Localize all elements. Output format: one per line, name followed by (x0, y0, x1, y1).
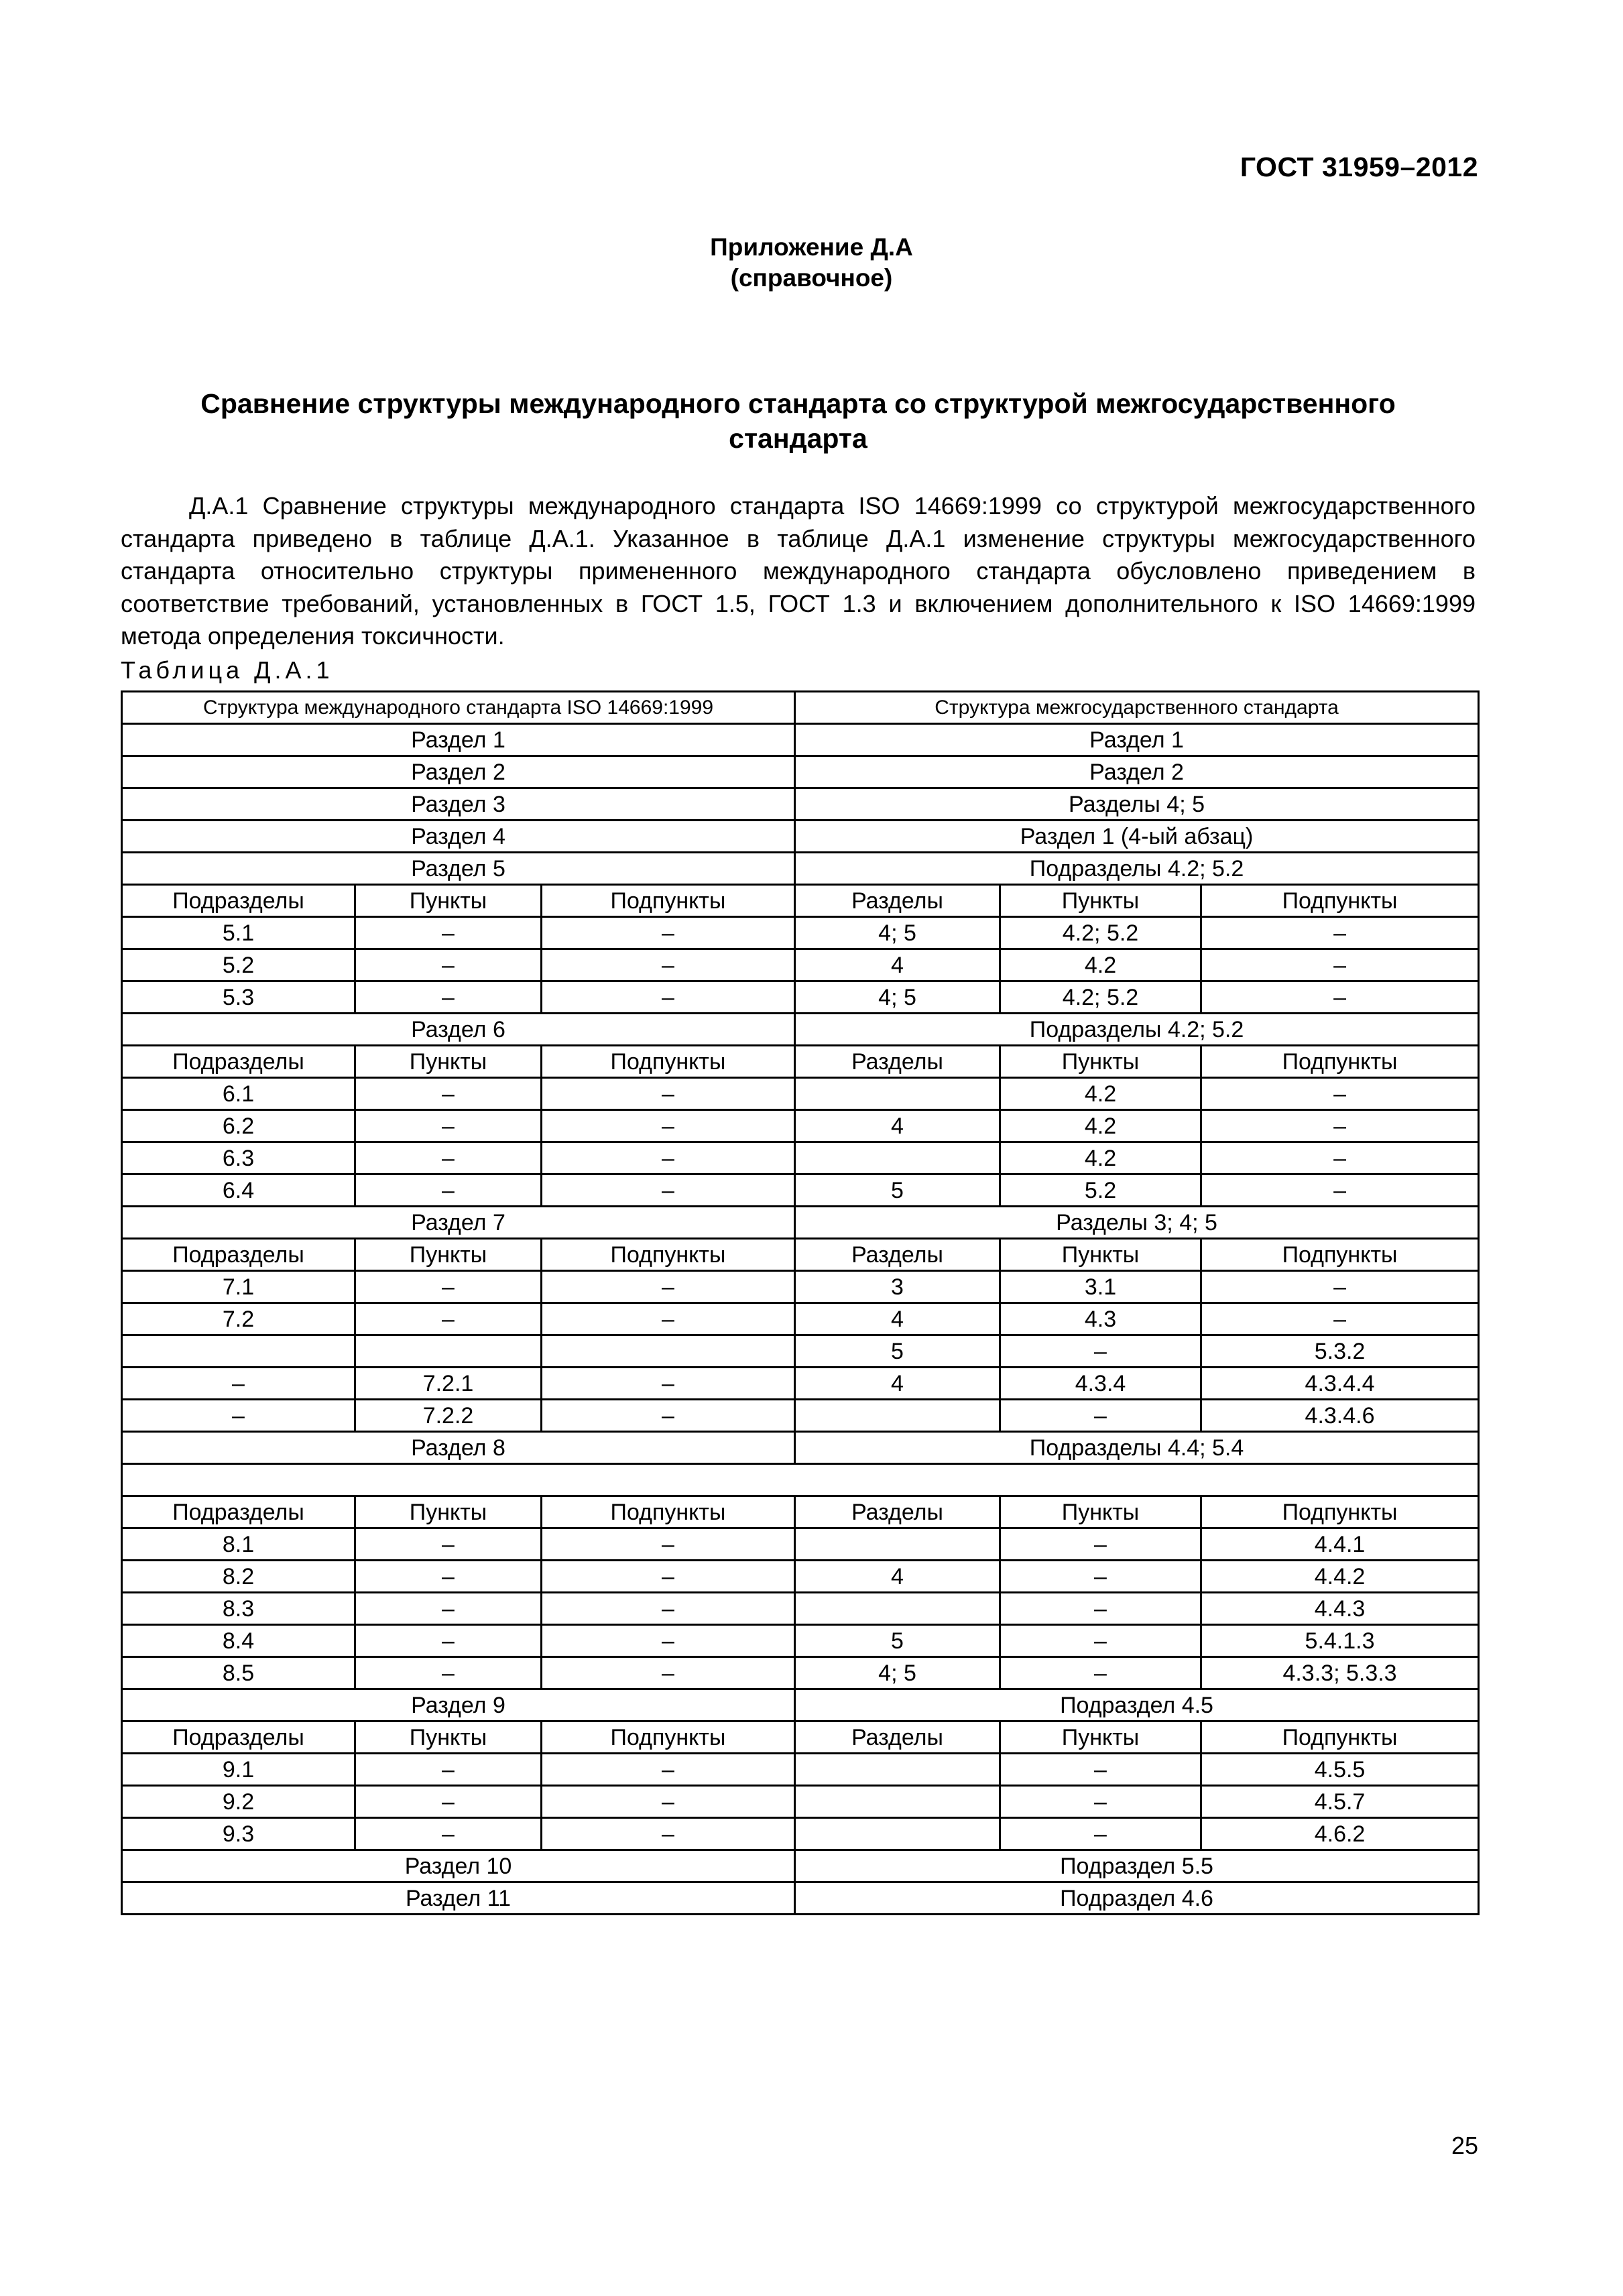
table-cell: Пункты (1000, 1721, 1201, 1754)
table-row (122, 1335, 1479, 1368)
table-cell-interstate: Подразделы 4.2; 5.2 (795, 853, 1479, 885)
table-cell: – (542, 949, 795, 981)
table-cell: 5.2 (1000, 1174, 1201, 1207)
table-row (122, 1625, 1479, 1657)
table-cell: Пункты (355, 1046, 542, 1078)
table-cell (795, 1528, 1000, 1561)
table-row (122, 1689, 1479, 1721)
table-cell: 4 (795, 1368, 1000, 1400)
table-cell: Подразделы (122, 1046, 355, 1078)
table-row (122, 821, 1479, 853)
table-cell-interstate: Подразделы 4.2; 5.2 (795, 1014, 1479, 1046)
table-cell: 4.2 (1000, 1110, 1201, 1142)
table-cell: Пункты (1000, 1046, 1201, 1078)
table-row (122, 1786, 1479, 1818)
table-cell: Подпункты (542, 885, 795, 917)
table-cell: – (355, 1078, 542, 1110)
table-cell: – (355, 1625, 542, 1657)
table-cell: – (1201, 1174, 1479, 1207)
table-cell: 8.2 (122, 1561, 355, 1593)
table-row (122, 1046, 1479, 1078)
comparison-table (121, 690, 1480, 1915)
table-cell: – (355, 1561, 542, 1593)
header-international: Структура международного стандарта ISO 14669:1999 (122, 692, 795, 724)
table-cell: – (355, 1303, 542, 1335)
table-cell: – (355, 981, 542, 1014)
table-cell: – (542, 981, 795, 1014)
table-cell: 4 (795, 1110, 1000, 1142)
table-cell: 4.3.3; 5.3.3 (1201, 1657, 1479, 1689)
table-cell: – (542, 1142, 795, 1174)
table-cell: – (1000, 1400, 1201, 1432)
table-cell: – (355, 949, 542, 981)
table-cell-international: Раздел 3 (122, 788, 795, 821)
table-cell: 6.4 (122, 1174, 355, 1207)
table-cell: 4 (795, 949, 1000, 981)
table-cell: Подпункты (542, 1239, 795, 1271)
table-cell: Пункты (1000, 1496, 1201, 1528)
header-interstate: Структура межгосударственного стандарта (795, 692, 1479, 724)
table-cell: 5.3.2 (1201, 1335, 1479, 1368)
table-cell: – (542, 1303, 795, 1335)
table-cell (795, 1142, 1000, 1174)
table-cell: – (542, 1561, 795, 1593)
table-row (122, 1142, 1479, 1174)
table-cell: – (355, 917, 542, 949)
table-cell: 4.4.1 (1201, 1528, 1479, 1561)
table-cell: 4.3.4.6 (1201, 1400, 1479, 1432)
table-row (122, 1754, 1479, 1786)
table-cell (355, 1335, 542, 1368)
table-cell: – (542, 1657, 795, 1689)
table-cell: Пункты (1000, 885, 1201, 917)
table-cell: Пункты (355, 885, 542, 917)
table-cell: – (1000, 1754, 1201, 1786)
table-cell: – (122, 1400, 355, 1432)
table-cell: 6.2 (122, 1110, 355, 1142)
table-cell-empty (122, 1464, 1479, 1496)
document-code: ГОСТ 31959–2012 (1240, 152, 1478, 182)
table-cell: 4.2; 5.2 (1000, 917, 1201, 949)
table-row (122, 885, 1479, 917)
table-cell (795, 1078, 1000, 1110)
table-cell: 5 (795, 1335, 1000, 1368)
table-cell: 9.2 (122, 1786, 355, 1818)
table-row (122, 1174, 1479, 1207)
table-row (122, 1110, 1479, 1142)
table-cell: 4; 5 (795, 917, 1000, 949)
table-cell: Подразделы (122, 1721, 355, 1754)
table-cell: Подпункты (1201, 885, 1479, 917)
table-cell (795, 1818, 1000, 1850)
table-cell: – (1000, 1528, 1201, 1561)
table-cell: – (1201, 949, 1479, 981)
table-cell: Подпункты (542, 1046, 795, 1078)
table-body (122, 692, 1479, 1915)
table-cell: 3 (795, 1271, 1000, 1303)
table-cell: Подпункты (1201, 1046, 1479, 1078)
table-row (122, 949, 1479, 981)
table-cell-international: Раздел 2 (122, 756, 795, 788)
table-cell: – (122, 1368, 355, 1400)
table-cell: – (355, 1786, 542, 1818)
table-row (122, 1850, 1479, 1882)
table-cell: 4; 5 (795, 981, 1000, 1014)
table-cell (542, 1335, 795, 1368)
table-cell: 4.2 (1000, 1078, 1201, 1110)
table-cell: – (1201, 1271, 1479, 1303)
table-cell: 9.1 (122, 1754, 355, 1786)
table-cell: 5 (795, 1174, 1000, 1207)
table-cell: 8.5 (122, 1657, 355, 1689)
table-cell-international: Раздел 4 (122, 821, 795, 853)
table-cell: 4.4.3 (1201, 1593, 1479, 1625)
table-cell: 9.3 (122, 1818, 355, 1850)
section-title-line1: Сравнение структуры международного стандарта со структурой межгосударственного (200, 388, 1396, 419)
table-cell: – (355, 1271, 542, 1303)
table-row (122, 1464, 1479, 1496)
table-cell-international: Раздел 8 (122, 1432, 795, 1464)
table-cell: 4.5.5 (1201, 1754, 1479, 1786)
section-title-line2: стандарта (729, 423, 867, 454)
table-row (122, 981, 1479, 1014)
table-cell-international: Раздел 11 (122, 1882, 795, 1915)
table-cell: 5.4.1.3 (1201, 1625, 1479, 1657)
table-cell: 5.2 (122, 949, 355, 981)
table-row (122, 1271, 1479, 1303)
table-cell-interstate: Подраздел 4.5 (795, 1689, 1479, 1721)
table-cell: – (542, 1528, 795, 1561)
table-cell: – (1201, 1303, 1479, 1335)
table-row (122, 1721, 1479, 1754)
table-cell: Разделы (795, 1239, 1000, 1271)
table-row (122, 1368, 1479, 1400)
appendix-heading (0, 232, 1623, 294)
table-cell: – (542, 1625, 795, 1657)
table-cell: Разделы (795, 1721, 1000, 1754)
table-cell: – (1000, 1786, 1201, 1818)
table-cell: – (542, 1368, 795, 1400)
table-cell-interstate: Подраздел 4.6 (795, 1882, 1479, 1915)
table-cell: Пункты (355, 1496, 542, 1528)
table-cell: 4 (795, 1561, 1000, 1593)
table-row (122, 1400, 1479, 1432)
table-row (122, 788, 1479, 821)
table-header-row (122, 692, 1479, 724)
table-cell: – (542, 1818, 795, 1850)
table-cell: – (1000, 1561, 1201, 1593)
table-cell-interstate: Подразделы 4.4; 5.4 (795, 1432, 1479, 1464)
table-caption: Таблица Д.А.1 (121, 656, 334, 684)
table-row (122, 1882, 1479, 1915)
table-row (122, 1818, 1479, 1850)
table-cell: Пункты (355, 1721, 542, 1754)
table-row (122, 1014, 1479, 1046)
table-cell-international: Раздел 7 (122, 1207, 795, 1239)
table-row (122, 1561, 1479, 1593)
table-cell: – (542, 1754, 795, 1786)
table-row (122, 1528, 1479, 1561)
body-paragraph: Д.А.1 Сравнение структуры международного стандарта ISO 14669:1999 со структурой межгосударственного стандарта приведено в таблице Д.А.1. Указанное в таблице Д.А.1 изменение структуры межгосударственного стандарта относительно структуры примененного международного стандарта обусловлено приведением в соответствие требований, установленных в ГОСТ 1.5, ГОСТ 1.3 и включением дополнительного к ISO 14669:1999 метода определения токсичности. (121, 492, 1476, 650)
table-cell: 4.4.2 (1201, 1561, 1479, 1593)
table-cell: – (1201, 1078, 1479, 1110)
table-cell: 8.1 (122, 1528, 355, 1561)
table-cell: – (355, 1593, 542, 1625)
table-cell: – (1201, 981, 1479, 1014)
table-cell-international: Раздел 10 (122, 1850, 795, 1882)
table-cell-international: Раздел 6 (122, 1014, 795, 1046)
table-cell: 5.1 (122, 917, 355, 949)
table-cell: Пункты (355, 1239, 542, 1271)
table-cell: Разделы (795, 885, 1000, 917)
table-cell: 5 (795, 1625, 1000, 1657)
table-cell: Подразделы (122, 885, 355, 917)
table-cell: 8.3 (122, 1593, 355, 1625)
table-row (122, 1593, 1479, 1625)
table-cell (795, 1400, 1000, 1432)
table-cell: – (1000, 1625, 1201, 1657)
table-cell: – (542, 1786, 795, 1818)
table-cell: Подразделы (122, 1496, 355, 1528)
table-cell: 4.6.2 (1201, 1818, 1479, 1850)
table-cell-interstate: Раздел 2 (795, 756, 1479, 788)
table-cell: – (542, 917, 795, 949)
table-row (122, 756, 1479, 788)
table-cell (795, 1593, 1000, 1625)
page-number: 25 (1451, 2132, 1478, 2159)
table-cell: Подпункты (1201, 1496, 1479, 1528)
table-cell: 4.3 (1000, 1303, 1201, 1335)
table-cell-international: Раздел 5 (122, 853, 795, 885)
table-cell: – (1000, 1335, 1201, 1368)
table-cell: Пункты (1000, 1239, 1201, 1271)
table-cell: – (542, 1400, 795, 1432)
table-cell: – (355, 1528, 542, 1561)
table-cell: – (355, 1754, 542, 1786)
table-row (122, 1496, 1479, 1528)
table-cell: 6.1 (122, 1078, 355, 1110)
table-cell: – (542, 1110, 795, 1142)
table-cell-interstate: Подраздел 5.5 (795, 1850, 1479, 1882)
table-row (122, 1432, 1479, 1464)
table-cell: 8.4 (122, 1625, 355, 1657)
table-cell: 4.3.4.4 (1201, 1368, 1479, 1400)
table-cell: – (1000, 1593, 1201, 1625)
table-cell: – (1201, 917, 1479, 949)
table-cell: 3.1 (1000, 1271, 1201, 1303)
table-cell: Подпункты (542, 1721, 795, 1754)
table-cell: 4.3.4 (1000, 1368, 1201, 1400)
table-cell: – (355, 1818, 542, 1850)
table-cell: 5.3 (122, 981, 355, 1014)
table-cell (122, 1335, 355, 1368)
table-cell: – (542, 1174, 795, 1207)
table-cell: 4.5.7 (1201, 1786, 1479, 1818)
table-cell-international: Раздел 1 (122, 724, 795, 756)
table-cell: Разделы (795, 1046, 1000, 1078)
table-cell: Подпункты (542, 1496, 795, 1528)
table-row (122, 1078, 1479, 1110)
table-cell: 7.2.1 (355, 1368, 542, 1400)
table-cell-interstate: Раздел 1 (795, 724, 1479, 756)
table-cell: – (355, 1174, 542, 1207)
table-cell: 4 (795, 1303, 1000, 1335)
table-cell: Разделы (795, 1496, 1000, 1528)
table-cell (795, 1786, 1000, 1818)
table-cell: – (542, 1078, 795, 1110)
table-cell: – (542, 1271, 795, 1303)
appendix-title: Приложение Д.А (710, 233, 913, 261)
table-cell: – (355, 1110, 542, 1142)
table-cell-international: Раздел 9 (122, 1689, 795, 1721)
table-cell: Подпункты (1201, 1239, 1479, 1271)
table-cell: 4.2 (1000, 1142, 1201, 1174)
table-cell: – (355, 1657, 542, 1689)
table-cell: Подразделы (122, 1239, 355, 1271)
table-cell: 6.3 (122, 1142, 355, 1174)
table-cell: 4; 5 (795, 1657, 1000, 1689)
table-cell: Подпункты (1201, 1721, 1479, 1754)
table-row (122, 1207, 1479, 1239)
table-cell-interstate: Разделы 4; 5 (795, 788, 1479, 821)
table-cell: 7.1 (122, 1271, 355, 1303)
table-cell: – (355, 1142, 542, 1174)
table-cell: 7.2.2 (355, 1400, 542, 1432)
table-row (122, 1303, 1479, 1335)
table-cell: – (1000, 1657, 1201, 1689)
section-title (121, 386, 1476, 456)
table-cell-interstate: Раздел 1 (4-ый абзац) (795, 821, 1479, 853)
table-row (122, 724, 1479, 756)
appendix-subtitle: (справочное) (730, 264, 893, 292)
table-row (122, 1657, 1479, 1689)
table-row (122, 917, 1479, 949)
table-row (122, 853, 1479, 885)
table-cell-interstate: Разделы 3; 4; 5 (795, 1207, 1479, 1239)
table-row (122, 1239, 1479, 1271)
table-cell: 7.2 (122, 1303, 355, 1335)
table-cell: – (542, 1593, 795, 1625)
table-cell: – (1000, 1818, 1201, 1850)
table-cell (795, 1754, 1000, 1786)
table-cell: 4.2 (1000, 949, 1201, 981)
table-cell: – (1201, 1110, 1479, 1142)
table-cell: 4.2; 5.2 (1000, 981, 1201, 1014)
table-cell: – (1201, 1142, 1479, 1174)
